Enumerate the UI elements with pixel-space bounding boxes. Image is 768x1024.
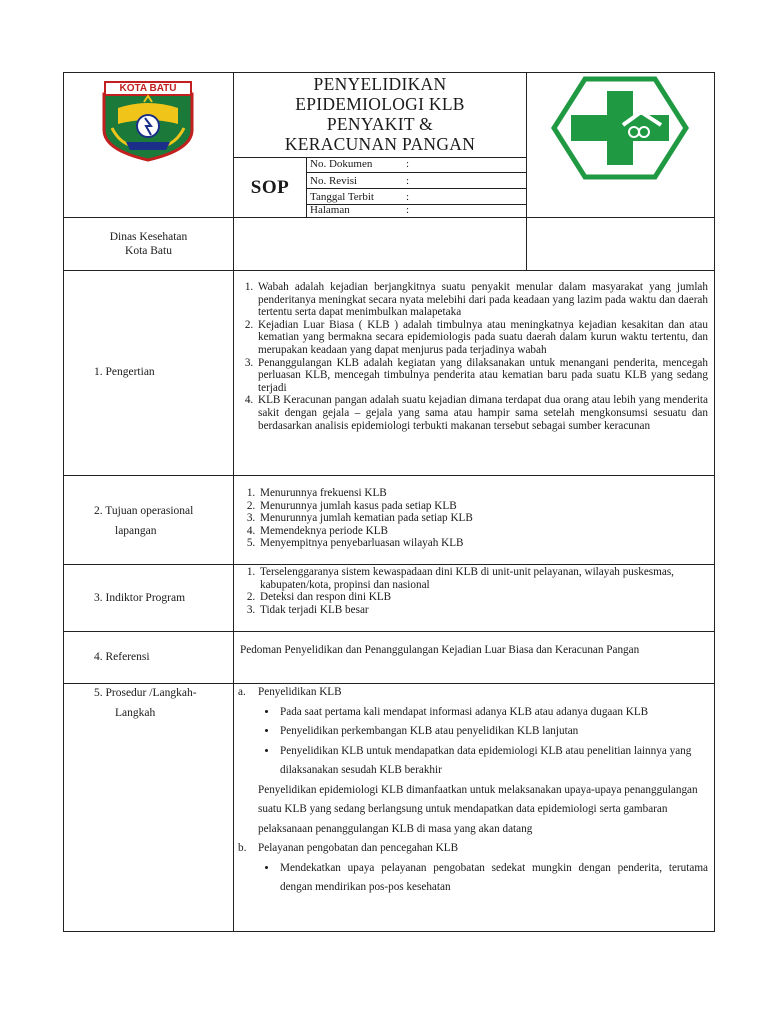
meta-label: No. Revisi [310,175,358,187]
divider [306,157,307,217]
meta-page [310,204,524,217]
divider [63,475,715,476]
list-item: 1. Menurunnya frekuensi KLB [258,487,708,500]
meta-label: Halaman [310,204,350,216]
city-logo-text: KOTA BATU [119,83,177,94]
title-line: PENYELIDIKAN [313,74,447,94]
procedure-heading-b [238,839,708,859]
section-content-indikator [238,566,708,616]
list-item: 5. Menyempitnya penyebarluasan wilayah KLB [258,537,708,550]
puskesmas-logo [551,76,689,180]
org-line: Dinas Kesehatan [109,231,188,243]
list-item: 2. Menurunnya jumlah kasus pada setiap KLB [258,500,708,513]
divider [63,217,715,218]
meta-label: Tanggal Terbit [310,191,374,203]
procedure-heading-a [238,683,708,703]
label-line: 5. Prosedur /Langkah- [94,687,197,699]
label-line: 2. Tujuan operasional [94,505,194,517]
list-item: 3. Menurunnya jumlah kematian pada setiap KLB [258,512,708,525]
list-item: 3. Penanggulangan KLB adalah kegiatan yang dilaksanakan untuk menangani penderita, mencegah perluasan KLB, mencegah timbulnya penderita atau kematian baru pada suatu KLB yang sedang terjadi [256,357,708,395]
list-item: • Pada saat pertama kali mendapat informasi adanya KLB atau adanya dugaan KLB [278,703,708,723]
list-item: 4. KLB Keracunan pangan adalah suatu kejadian dimana terdapat dua orang atau lebih yang menderita sakit dengan gejala – gejala yang sama atau hampir sama setelah mengkonsumsi sesuatu dan berdasarkan analisis epidemiologi terbukti makanan tersebut sebagai sumber keracunan [256,394,708,432]
title-line: PENYAKIT & [326,114,434,134]
label-line: lapangan [115,525,157,537]
city-logo [100,80,196,162]
section-content-tujuan [238,487,708,550]
meta-label: No. Dokumen [310,158,373,170]
list-item: 1. Wabah adalah kejadian berjangkitnya suatu penyakit menular dalam masyarakat yang jumlah penderitanya meningkat secara nyata melebihi dari pada keadaan yang lazim pada waktu dan daerah tertentu serta dapat menimbulkan malapetaka [256,281,708,319]
health-cross-icon [551,76,689,180]
list-item: • Penyelidikan KLB untuk mendapatkan data epidemiologi KLB atau penelitian lainnya yang dilaksanakan sesudah KLB berakhir [278,742,708,781]
meta-separator: : [406,191,410,203]
title-line: EPIDEMIOLOGI KLB [295,94,465,114]
section-label-prosedur [94,683,229,723]
divider [63,564,715,565]
label-line: Langkah [115,707,156,719]
meta-document-number [310,157,524,172]
divider [63,631,715,632]
meta-separator: : [406,204,410,216]
section-label-tujuan [94,501,229,541]
list-item: 1. Terselenggaranya sistem kewaspadaan dini KLB di unit-unit pelayanan, wilayah puskesmas, kabupaten/kota, propinsi dan nasional [258,566,708,591]
meta-revision [310,174,524,189]
section-content-pengertian [236,281,708,432]
section-label-pengertian: 1. Pengertian [94,366,155,378]
item-marker: b. [238,842,247,854]
section-content-prosedur [238,683,708,931]
section-label-referensi: 4. Referensi [94,651,150,663]
meta-separator: : [406,175,410,187]
item-marker: a. [238,686,246,698]
list-item: 2. Deteksi dan respon dini KLB [258,591,708,604]
title-line: KERACUNAN PANGAN [284,134,476,154]
procedure-title: Pelayanan pengobatan dan pencegahan KLB [258,842,459,854]
list-item: • Penyelidikan perkembangan KLB atau penyelidikan KLB lanjutan [278,722,708,742]
section-content-referensi: Pedoman Penyelidikan dan Penanggulangan Kejadian Luar Biasa dan Keracunan Pangan [240,644,640,656]
organization-name [64,230,233,262]
list-item: • Mendekatkan upaya pelayanan pengobatan sedekat mungkin dengan penderita, terutama dengan mendirikan pos-pos kesehatan [278,859,708,898]
list-item: 3. Tidak terjadi KLB besar [258,604,708,617]
list-item: 4. Memendeknya periode KLB [258,525,708,538]
procedure-title: Penyelidikan KLB [258,686,342,698]
org-line: Kota Batu [125,245,172,257]
divider [306,172,526,173]
meta-issue-date [310,190,524,205]
section-label-indikator: 3. Indiktor Program [94,592,186,604]
sop-label: SOP [250,177,290,198]
divider [526,72,527,270]
document-title [234,74,526,156]
meta-separator: : [406,158,410,170]
divider [63,270,715,271]
list-item: 2. Kejadian Luar Biasa ( KLB ) adalah timbulnya atau meningkatnya kejadian kesakitan dan atau kematian yang bermakna secara epidemiologis pada suatu daerah dalam kurun waktu tertentu, dan merupakan keadaan yang dapat menjurus pada terjadinya wabah [256,319,708,357]
divider [233,72,234,932]
procedure-paragraph: Penyelidikan epidemiologi KLB dimanfaatkan untuk melaksanakan upaya-upaya penanggulangan suatu KLB yang sedang berlangsung untuk mendapatkan data epidemiologi serta gambaran pelaksanaan penanggulangan KLB di masa yang akan datang [258,783,698,835]
